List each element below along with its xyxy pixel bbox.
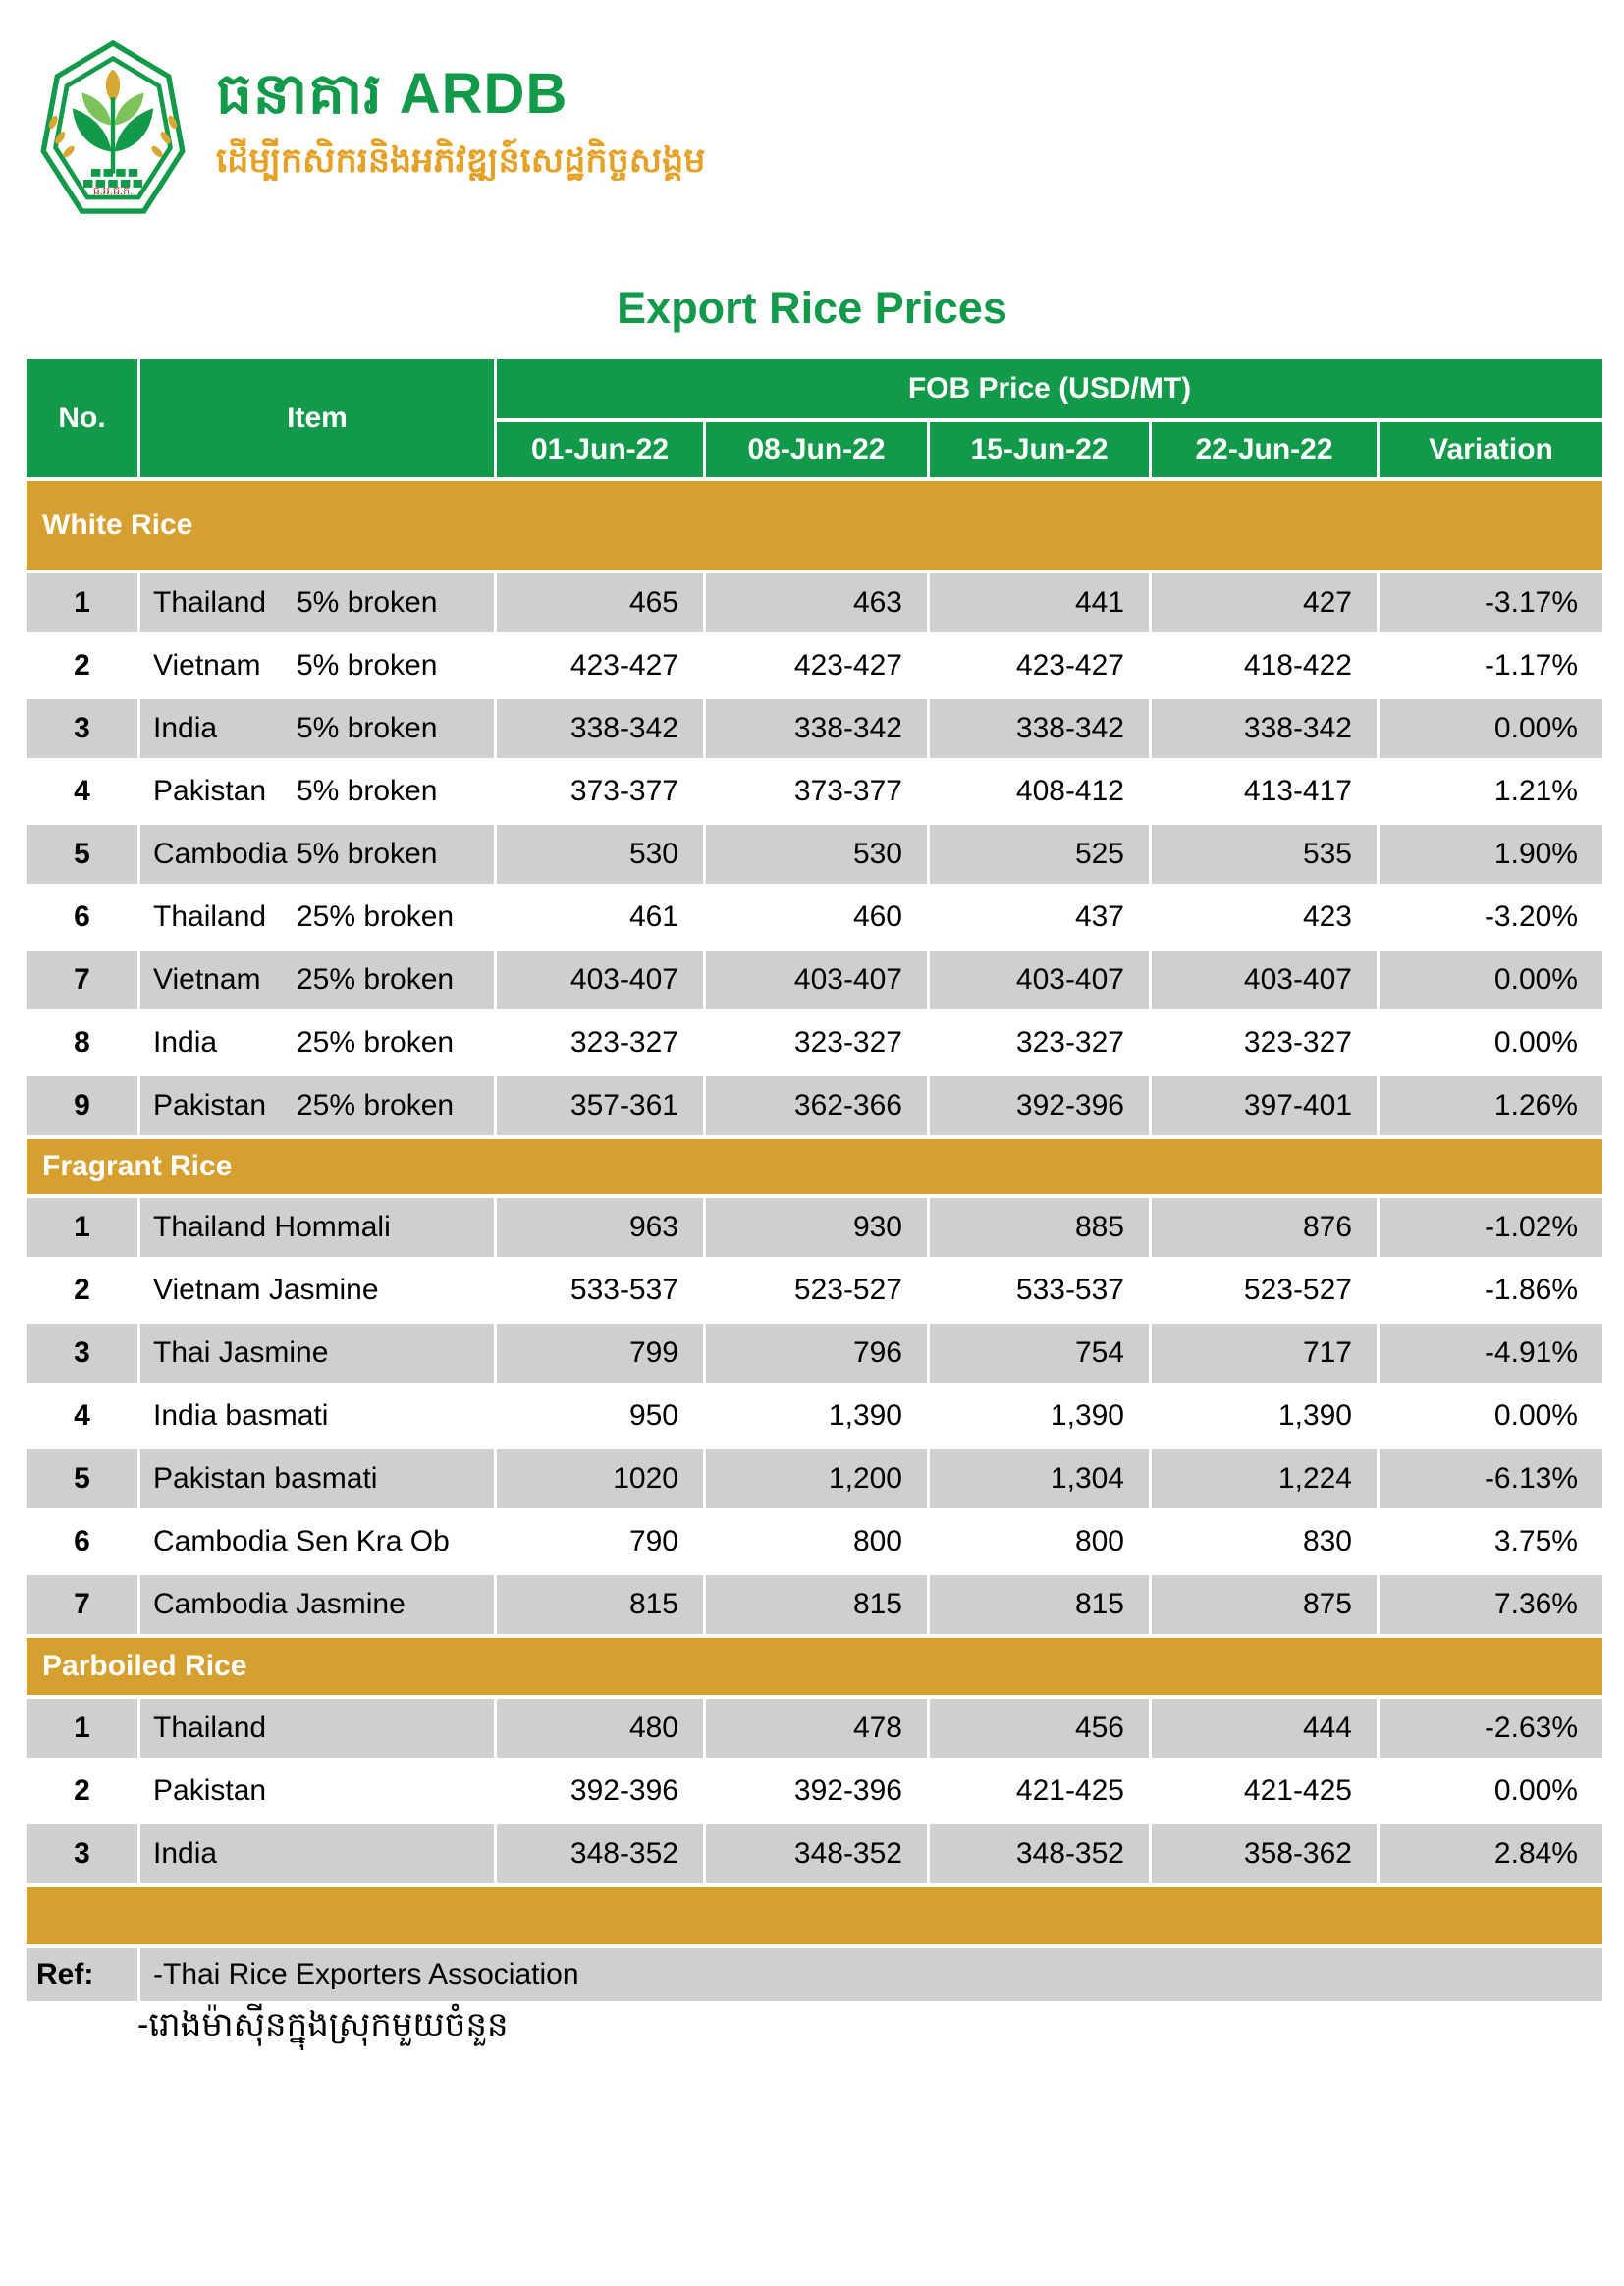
price-cell-4: 717 [1152, 1324, 1377, 1383]
rice-price-table [27, 359, 1602, 2001]
price-cell-1: 465 [497, 573, 703, 632]
row-number: 6 [27, 1512, 137, 1571]
variation-cell: 2.84% [1380, 1824, 1602, 1883]
price-cell-1: 530 [497, 825, 703, 884]
price-cell-2: 403-407 [706, 951, 927, 1009]
item-country: Thailand [153, 900, 267, 933]
price-cell-4: 1,224 [1152, 1449, 1377, 1508]
item-grade: 5% broken [297, 838, 438, 870]
brand-header [35, 35, 706, 228]
footnote-khmer: -រោងម៉ាស៊ីនក្នុងស្រុកមួយចំនួន [137, 2006, 509, 2043]
price-cell-1: 348-352 [497, 1824, 703, 1883]
price-cell-2: 460 [706, 888, 927, 947]
price-cell-2: 530 [706, 825, 927, 884]
price-cell-2: 423-427 [706, 636, 927, 695]
item-cell: Thailand Hommali [140, 1198, 494, 1257]
price-cell-1: 373-377 [497, 762, 703, 821]
price-cell-3: 338-342 [930, 699, 1149, 758]
price-cell-4: 444 [1152, 1699, 1377, 1758]
price-cell-4: 323-327 [1152, 1013, 1377, 1072]
row-number: 7 [27, 951, 137, 1009]
row-number: 7 [27, 1575, 137, 1634]
price-cell-3: 1,390 [930, 1387, 1149, 1445]
variation-cell: -3.17% [1380, 573, 1602, 632]
price-cell-4: 535 [1152, 825, 1377, 884]
section-bar-parboiled-rice: Parboiled Rice [27, 1638, 1602, 1695]
item-country: Pakistan [153, 1089, 267, 1121]
price-cell-4: 421-425 [1152, 1762, 1377, 1821]
section-bar-empty [27, 1887, 1602, 1944]
price-cell-1: 392-396 [497, 1762, 703, 1821]
price-cell-4: 876 [1152, 1198, 1377, 1257]
variation-cell: 1.21% [1380, 762, 1602, 821]
col-header-no: No. [27, 359, 137, 477]
row-number: 2 [27, 1762, 137, 1821]
price-cell-4: 338-342 [1152, 699, 1377, 758]
price-cell-1: 963 [497, 1198, 703, 1257]
price-cell-3: 815 [930, 1575, 1149, 1634]
item-cell [140, 951, 494, 1009]
item-cell: India basmati [140, 1387, 494, 1445]
item-country: Vietnam [153, 963, 261, 996]
item-cell: Cambodia Sen Kra Ob [140, 1512, 494, 1571]
item-cell [140, 888, 494, 947]
section-bar-fragrant-rice: Fragrant Rice [27, 1139, 1602, 1194]
item-grade: 25% broken [297, 900, 455, 933]
row-number: 6 [27, 888, 137, 947]
price-cell-2: 930 [706, 1198, 927, 1257]
price-cell-1: 533-537 [497, 1261, 703, 1320]
row-number: 2 [27, 636, 137, 695]
price-cell-2: 338-342 [706, 699, 927, 758]
price-cell-2: 463 [706, 573, 927, 632]
item-country: Vietnam [153, 649, 261, 681]
row-number: 4 [27, 762, 137, 821]
price-cell-1: 357-361 [497, 1076, 703, 1135]
price-cell-3: 408-412 [930, 762, 1149, 821]
item-cell [140, 636, 494, 695]
price-cell-3: 1,304 [930, 1449, 1149, 1508]
row-number: 9 [27, 1076, 137, 1135]
item-country: India [153, 712, 218, 744]
variation-cell: -6.13% [1380, 1449, 1602, 1508]
price-cell-2: 362-366 [706, 1076, 927, 1135]
row-number: 5 [27, 825, 137, 884]
price-cell-3: 754 [930, 1324, 1149, 1383]
col-header-date-2: 08-Jun-22 [706, 422, 927, 477]
item-cell: Pakistan basmati [140, 1449, 494, 1508]
item-cell: India [140, 1824, 494, 1883]
price-cell-4: 423 [1152, 888, 1377, 947]
item-cell [140, 1076, 494, 1135]
price-cell-1: 323-327 [497, 1013, 703, 1072]
price-cell-2: 392-396 [706, 1762, 927, 1821]
price-cell-3: 423-427 [930, 636, 1149, 695]
price-cell-3: 348-352 [930, 1824, 1149, 1883]
item-cell: Thai Jasmine [140, 1324, 494, 1383]
item-cell: Thailand [140, 1699, 494, 1758]
item-grade: 5% broken [297, 775, 438, 807]
price-cell-1: 790 [497, 1512, 703, 1571]
item-cell: Pakistan [140, 1762, 494, 1821]
price-cell-3: 456 [930, 1699, 1149, 1758]
variation-cell: -1.17% [1380, 636, 1602, 695]
item-country: Thailand [153, 586, 267, 619]
price-cell-3: 885 [930, 1198, 1149, 1257]
item-country: Cambodia [153, 838, 288, 870]
page-title: Export Rice Prices [617, 283, 1007, 333]
price-cell-1: 480 [497, 1699, 703, 1758]
item-cell [140, 573, 494, 632]
price-cell-2: 800 [706, 1512, 927, 1571]
price-cell-3: 403-407 [930, 951, 1149, 1009]
item-grade: 5% broken [297, 649, 438, 681]
item-grade: 25% broken [297, 1026, 455, 1059]
price-cell-2: 348-352 [706, 1824, 927, 1883]
variation-cell: -3.20% [1380, 888, 1602, 947]
price-cell-1: 815 [497, 1575, 703, 1634]
price-cell-1: 950 [497, 1387, 703, 1445]
ardb-logo-icon [35, 35, 190, 228]
item-cell [140, 825, 494, 884]
variation-cell: 7.36% [1380, 1575, 1602, 1634]
price-cell-1: 1020 [497, 1449, 703, 1508]
price-cell-1: 403-407 [497, 951, 703, 1009]
price-cell-2: 1,390 [706, 1387, 927, 1445]
price-cell-2: 323-327 [706, 1013, 927, 1072]
variation-cell: 1.26% [1380, 1076, 1602, 1135]
price-cell-2: 1,200 [706, 1449, 927, 1508]
price-cell-2: 373-377 [706, 762, 927, 821]
price-cell-3: 421-425 [930, 1762, 1149, 1821]
item-grade: 5% broken [297, 712, 438, 744]
price-cell-4: 358-362 [1152, 1824, 1377, 1883]
item-cell: Cambodia Jasmine [140, 1575, 494, 1634]
price-cell-4: 413-417 [1152, 762, 1377, 821]
price-cell-2: 478 [706, 1699, 927, 1758]
variation-cell: -1.02% [1380, 1198, 1602, 1257]
price-cell-4: 427 [1152, 573, 1377, 632]
ref-label: Ref: [27, 1948, 137, 2001]
row-number: 3 [27, 699, 137, 758]
price-cell-4: 875 [1152, 1575, 1377, 1634]
price-cell-3: 323-327 [930, 1013, 1149, 1072]
col-header-variation: Variation [1380, 422, 1602, 477]
item-grade: 25% broken [297, 1089, 455, 1121]
price-cell-2: 815 [706, 1575, 927, 1634]
variation-cell: -2.63% [1380, 1699, 1602, 1758]
price-cell-4: 403-407 [1152, 951, 1377, 1009]
col-header-item: Item [140, 359, 494, 477]
ref-source: -Thai Rice Exporters Association [140, 1948, 1602, 2001]
row-number: 1 [27, 1699, 137, 1758]
brand-text [216, 35, 706, 190]
row-number: 1 [27, 573, 137, 632]
row-number: 5 [27, 1449, 137, 1508]
logo-caption: ធ.អ.ជ.ក. [92, 185, 134, 197]
price-cell-4: 397-401 [1152, 1076, 1377, 1135]
brand-tagline: ដើម្បីកសិករនិងអភិវឌ្ឍន៍សេដ្ឋកិច្ចសង្គម [216, 140, 706, 180]
variation-cell: 0.00% [1380, 1013, 1602, 1072]
row-number: 2 [27, 1261, 137, 1320]
item-country: India [153, 1026, 218, 1059]
price-cell-3: 533-537 [930, 1261, 1149, 1320]
price-cell-4: 830 [1152, 1512, 1377, 1571]
item-country: Pakistan [153, 775, 267, 807]
item-cell [140, 1013, 494, 1072]
price-cell-1: 423-427 [497, 636, 703, 695]
variation-cell: 0.00% [1380, 1762, 1602, 1821]
item-grade: 25% broken [297, 963, 455, 996]
variation-cell: -1.86% [1380, 1261, 1602, 1320]
col-header-date-1: 01-Jun-22 [497, 422, 703, 477]
section-bar-white-rice: White Rice [27, 481, 1602, 570]
row-number: 1 [27, 1198, 137, 1257]
item-cell [140, 762, 494, 821]
item-cell: Vietnam Jasmine [140, 1261, 494, 1320]
price-cell-3: 392-396 [930, 1076, 1149, 1135]
price-cell-4: 418-422 [1152, 636, 1377, 695]
price-cell-1: 461 [497, 888, 703, 947]
price-cell-3: 800 [930, 1512, 1149, 1571]
price-cell-3: 437 [930, 888, 1149, 947]
variation-cell: 1.90% [1380, 825, 1602, 884]
price-cell-4: 1,390 [1152, 1387, 1377, 1445]
price-cell-2: 796 [706, 1324, 927, 1383]
price-cell-3: 441 [930, 573, 1149, 632]
row-number: 3 [27, 1824, 137, 1883]
price-cell-2: 523-527 [706, 1261, 927, 1320]
variation-cell: -4.91% [1380, 1324, 1602, 1383]
price-cell-1: 338-342 [497, 699, 703, 758]
price-cell-3: 525 [930, 825, 1149, 884]
price-cell-4: 523-527 [1152, 1261, 1377, 1320]
item-grade: 5% broken [297, 586, 438, 619]
col-header-fob: FOB Price (USD/MT) [497, 359, 1602, 418]
variation-cell: 0.00% [1380, 1387, 1602, 1445]
col-header-date-4: 22-Jun-22 [1152, 422, 1377, 477]
row-number: 8 [27, 1013, 137, 1072]
price-cell-1: 799 [497, 1324, 703, 1383]
variation-cell: 0.00% [1380, 699, 1602, 758]
brand-name: ធនាគារ ARDB [216, 62, 568, 126]
row-number: 3 [27, 1324, 137, 1383]
row-number: 4 [27, 1387, 137, 1445]
variation-cell: 3.75% [1380, 1512, 1602, 1571]
col-header-date-3: 15-Jun-22 [930, 422, 1149, 477]
item-cell [140, 699, 494, 758]
variation-cell: 0.00% [1380, 951, 1602, 1009]
